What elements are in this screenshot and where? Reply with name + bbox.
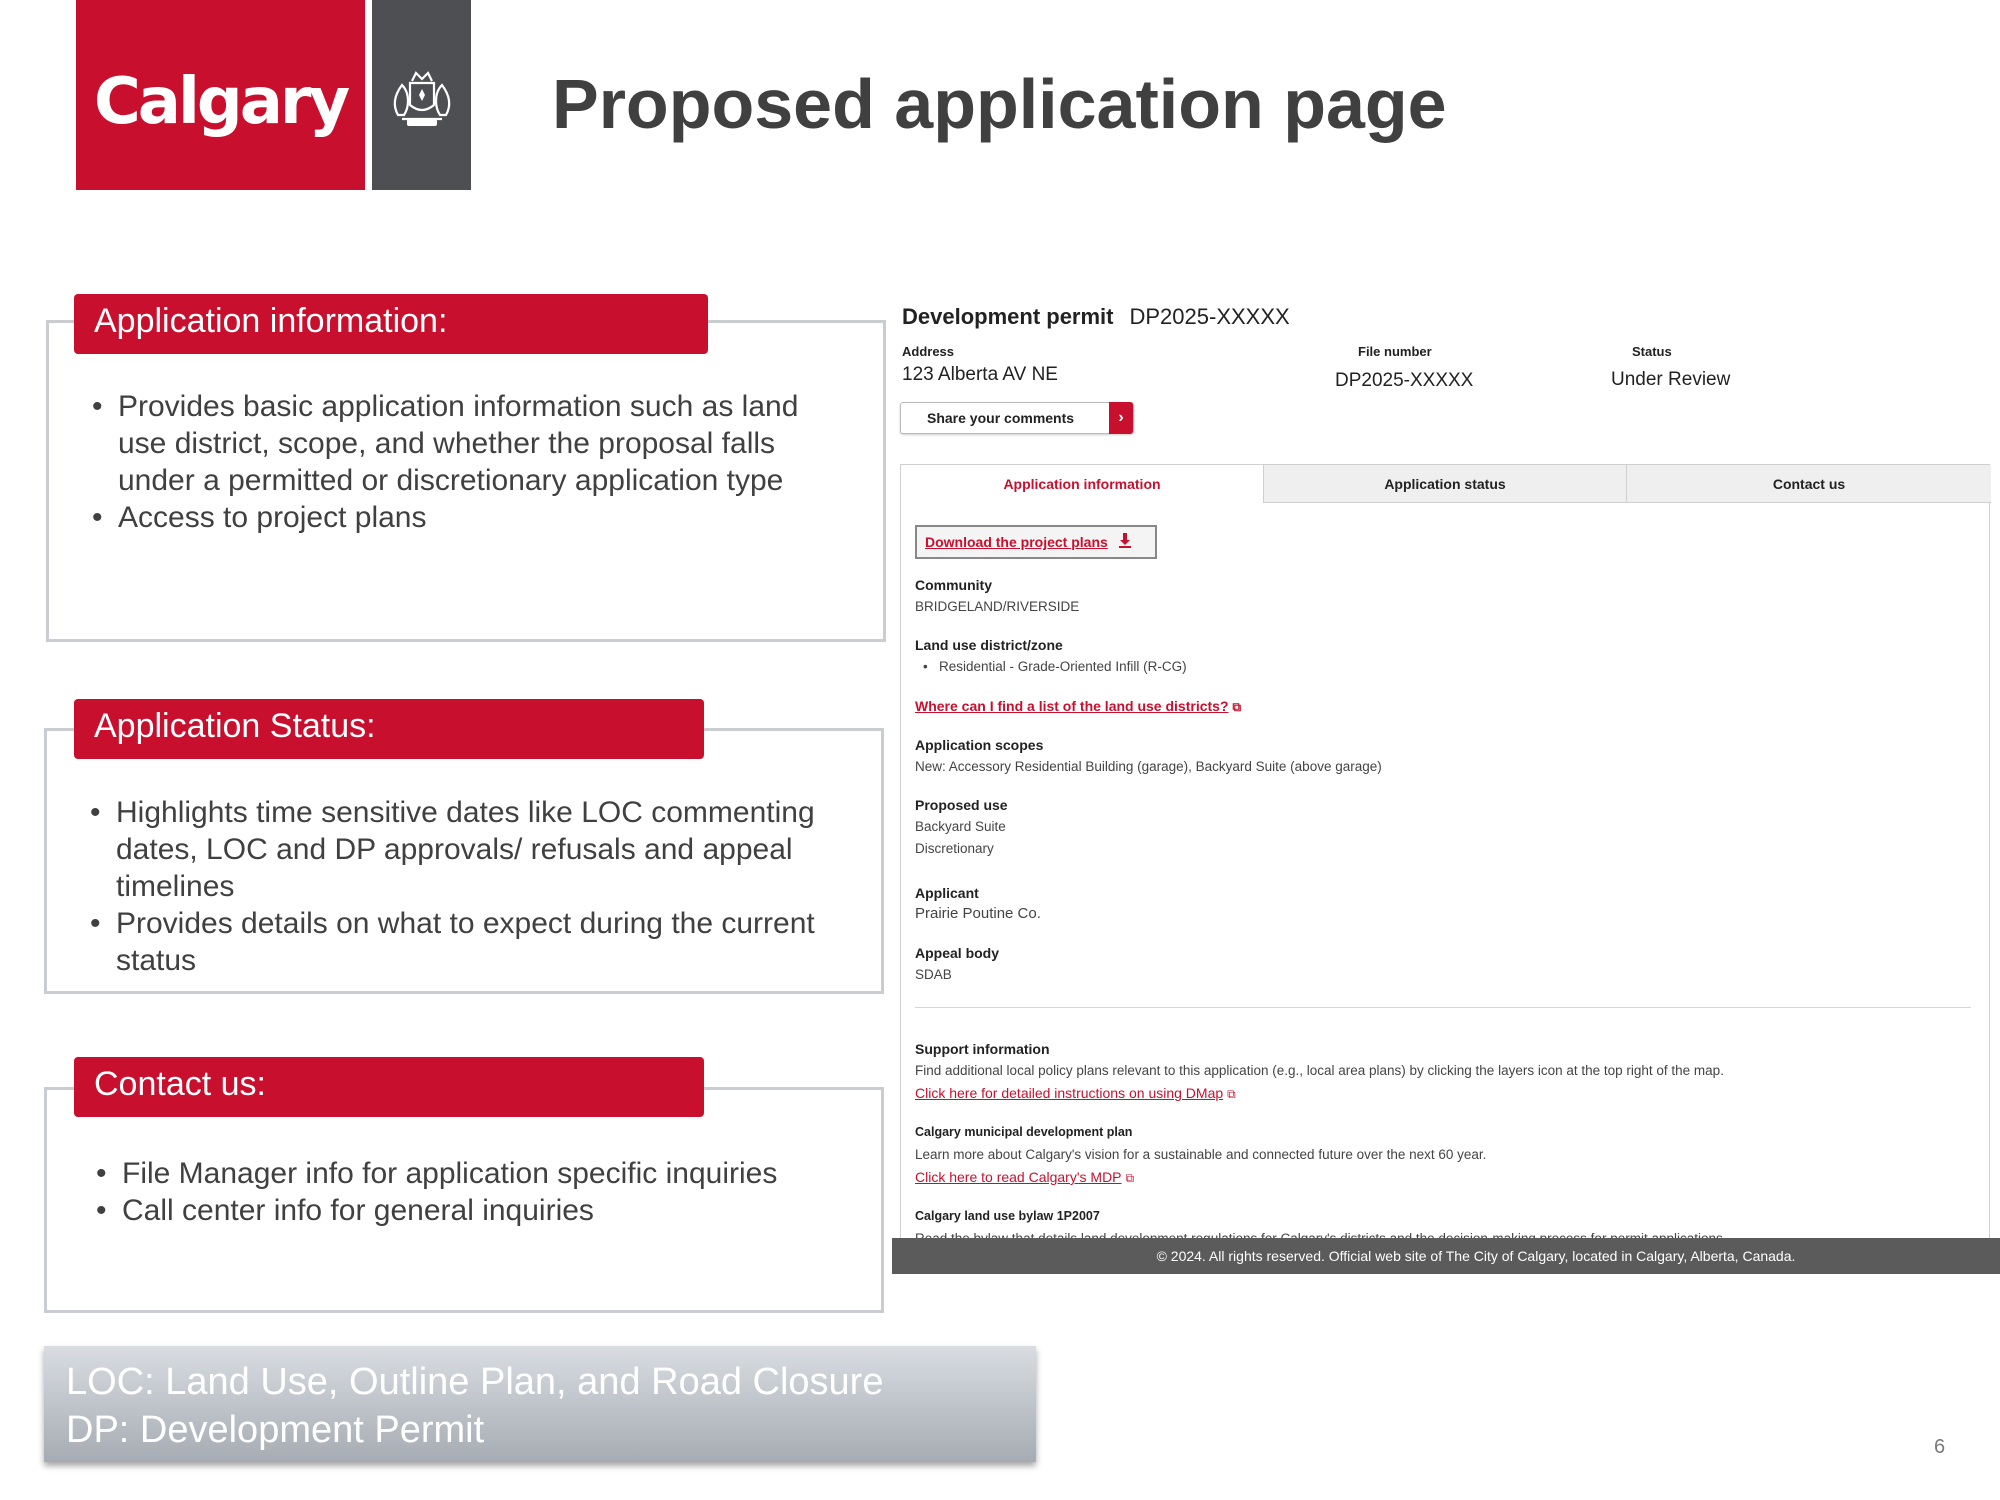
proposed-use-label: Proposed use — [915, 797, 1008, 813]
support-information-label: Support information — [915, 1041, 1050, 1057]
file-number-label: File number — [1358, 344, 1432, 359]
application-scopes-label: Application scopes — [915, 737, 1044, 753]
proposed-use-value: Backyard Suite — [915, 819, 1006, 834]
file-number-value: DP2025-XXXXX — [1335, 370, 1474, 391]
contact-us-bullets — [96, 1155, 866, 1229]
calgary-logo — [76, 0, 471, 190]
bullet-icon: • — [923, 659, 939, 674]
community-value: BRIDGELAND/RIVERSIDE — [915, 599, 1080, 614]
land-use-districts-link-label: Where can I find a list of the land use districts? — [915, 698, 1229, 714]
application-information-bullets — [92, 388, 852, 536]
list-item: • Call center info for general inquiries — [96, 1192, 866, 1229]
mdp-link-label: Click here to read Calgary's MDP — [915, 1169, 1122, 1185]
tab-application-status[interactable]: Application status — [1263, 465, 1626, 503]
appeal-body-label: Appeal body — [915, 945, 1000, 961]
tab-contact-us[interactable]: Contact us — [1626, 465, 1991, 503]
address-label: Address — [902, 344, 955, 359]
list-item: • Provides basic application information such as land use district, scope, and whether the proposal falls under a permitted or discretionary application type — [92, 388, 852, 499]
mdp-link[interactable] — [915, 1169, 1134, 1186]
page-number: 6 — [1934, 1436, 1946, 1458]
permit-id: DP2025-XXXXX — [1129, 304, 1290, 329]
download-project-plans-button[interactable] — [915, 525, 1157, 559]
address-value: 123 Alberta AV NE — [902, 364, 1058, 385]
dmap-instructions-link-label: Click here for detailed instructions on using DMap — [915, 1085, 1224, 1101]
status-value: Under Review — [1611, 369, 1731, 390]
application-tabs-panel — [900, 464, 1990, 1274]
download-label: Download the project plans — [925, 534, 1108, 550]
list-item: • File Manager info for application specific inquiries — [96, 1155, 866, 1192]
external-link-icon: ⧉ — [1232, 700, 1242, 714]
appeal-body-value: SDAB — [915, 967, 952, 982]
support-information-text: Find additional local policy plans relevant to this application (e.g., local area plans) by clicking the layers icon at the top right of the map. — [915, 1063, 1724, 1078]
slide-title: Proposed application page — [552, 65, 1447, 143]
application-status-bullets — [90, 794, 860, 979]
site-footer: © 2024. All rights reserved. Official web site of The City of Calgary, located in Calgary, Alberta, Canada. — [892, 1238, 2000, 1274]
external-link-icon: ⧉ — [1227, 1087, 1236, 1101]
list-item: • Access to project plans — [92, 499, 852, 536]
dmap-instructions-link[interactable] — [915, 1085, 1236, 1102]
land-use-districts-link[interactable] — [915, 698, 1241, 715]
legend-loc: LOC: Land Use, Outline Plan, and Road Closure — [66, 1361, 884, 1403]
land-use-district: Residential - Grade-Oriented Infill (R-CG) — [938, 659, 1187, 674]
land-use-value — [923, 659, 1187, 674]
community-label: Community — [915, 577, 992, 593]
application-page-screenshot — [892, 296, 2000, 1274]
section-divider — [915, 1007, 1971, 1008]
application-scopes-value: New: Accessory Residential Building (garage), Backyard Suite (above garage) — [915, 759, 1382, 774]
permit-header — [902, 304, 1290, 330]
logo-wordmark: Calgary — [76, 0, 365, 190]
download-icon — [1118, 533, 1132, 552]
applicant-value: Prairie Poutine Co. — [915, 905, 1041, 922]
list-item: • Provides details on what to expect during the current status — [90, 905, 860, 979]
land-use-label: Land use district/zone — [915, 637, 1063, 653]
share-comments-label: Share your comments — [927, 410, 1075, 426]
mdp-text: Learn more about Calgary's vision for a sustainable and connected future over the next 60 year. — [915, 1147, 1487, 1162]
application-information-heading: Application information: — [74, 294, 708, 354]
contact-us-heading: Contact us: — [74, 1057, 704, 1117]
permit-type: Development permit — [902, 304, 1114, 329]
chevron-right-icon: › — [1109, 402, 1133, 434]
legend-dp: DP: Development Permit — [66, 1409, 485, 1451]
tab-application-information[interactable]: Application information — [901, 465, 1263, 503]
application-status-heading: Application Status: — [74, 699, 704, 759]
status-label: Status — [1632, 344, 1672, 359]
list-item: • Highlights time sensitive dates like LOC commenting dates, LOC and DP approvals/ refusals and appeal timelines — [90, 794, 860, 905]
share-comments-button[interactable] — [900, 402, 1134, 434]
coat-of-arms-icon — [372, 0, 471, 190]
acronym-legend — [44, 1346, 1036, 1462]
bylaw-label: Calgary land use bylaw 1P2007 — [915, 1209, 1100, 1223]
external-link-icon: ⧉ — [1125, 1171, 1135, 1185]
applicant-label: Applicant — [915, 885, 979, 901]
mdp-label: Calgary municipal development plan — [915, 1125, 1133, 1139]
proposed-use-type: Discretionary — [915, 841, 994, 856]
